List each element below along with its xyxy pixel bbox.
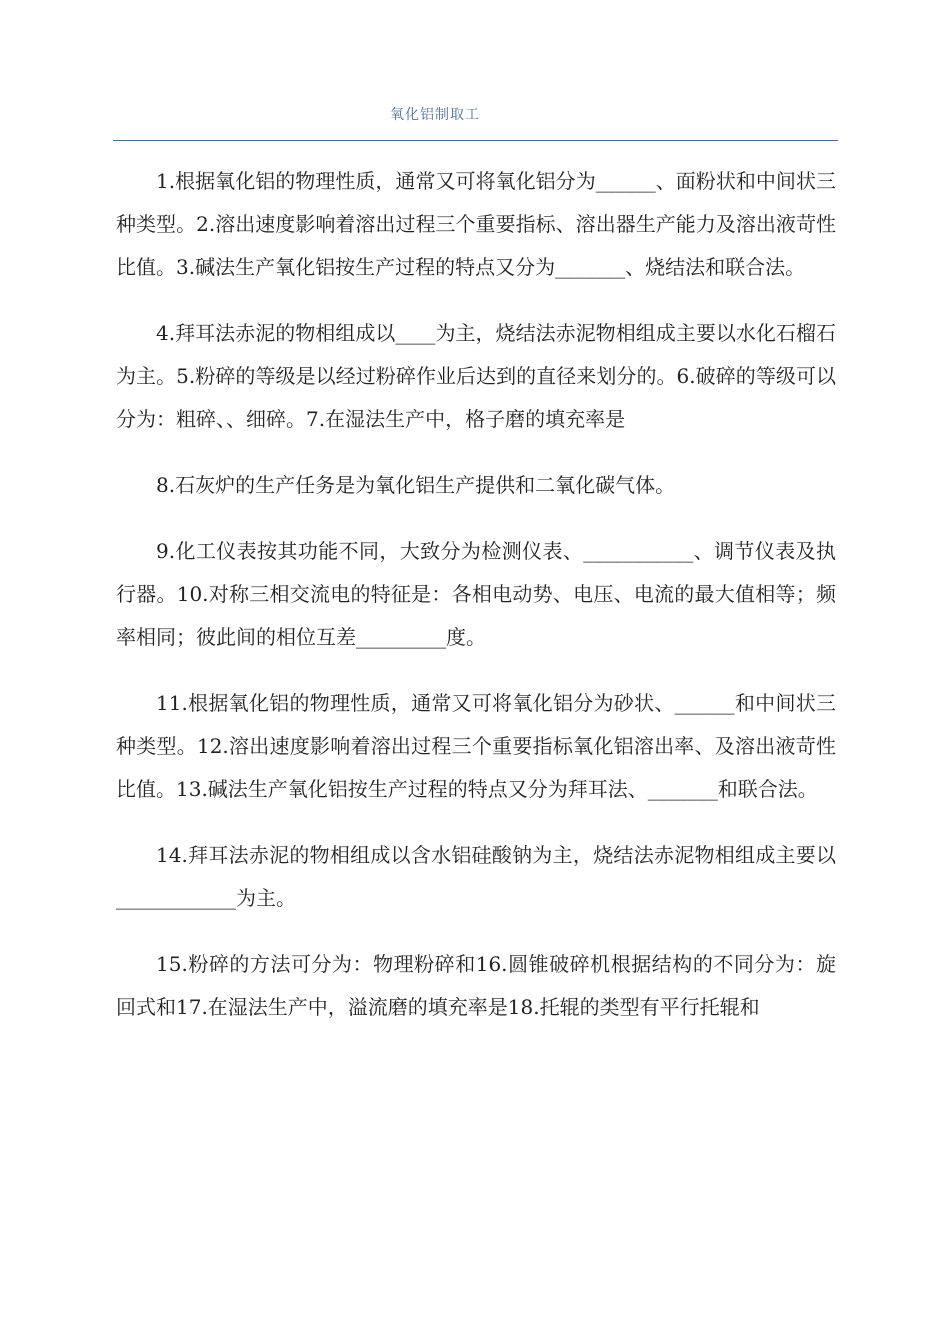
header-divider	[113, 140, 838, 141]
paragraph-5: 11.根据氧化铝的物理性质，通常又可将氧化铝分为砂状、______和中间状三种类型。12.溶出速度影响着溶出过程三个重要指标氧化铝溶出率、及溶出液苛性比值。13.碱法生产氧化铝按生产过程的特点又分为拜耳法、_______和联合法。	[116, 691, 836, 801]
paragraph-4: 9.化工仪表按其功能不同，大致分为检测仪表、___________、调节仪表及执行器。10.对称三相交流电的特征是：各相电动势、电压、电流的最大值相等；频率相同；彼此间的相位互差_________度。	[116, 539, 836, 649]
paragraph-1: 1.根据氧化铝的物理性质，通常又可将氧化铝分为______、面粉状和中间状三种类型。2.溶出速度影响着溶出过程三个重要指标、溶出器生产能力及溶出液苛性比值。3.碱法生产氧化铝按生产过程的特点又分为_______、烧结法和联合法。	[116, 169, 836, 279]
paragraph-6: 14.拜耳法赤泥的物相组成以含水铝硅酸钠为主，烧结法赤泥物相组成主要以____________为主。	[116, 843, 836, 910]
document-body	[116, 160, 836, 1052]
paragraph-2: 4.拜耳法赤泥的物相组成以____为主，烧结法赤泥物相组成主要以水化石榴石为主。5.粉碎的等级是以经过粉碎作业后达到的直径来划分的。6.破碎的等级可以分为：粗碎、、细碎。7.在湿法生产中，格子磨的填充率是	[116, 321, 836, 431]
page-header-title: 氧化铝制取工	[390, 107, 480, 123]
paragraph-7: 15.粉碎的方法可分为：物理粉碎和16.圆锥破碎机根据结构的不同分为：旋回式和17.在湿法生产中，溢流磨的填充率是18.托辊的类型有平行托辊和	[116, 952, 836, 1019]
paragraph-3: 8.石灰炉的生产任务是为氧化铝生产提供和二氧化碳气体。	[156, 473, 676, 497]
